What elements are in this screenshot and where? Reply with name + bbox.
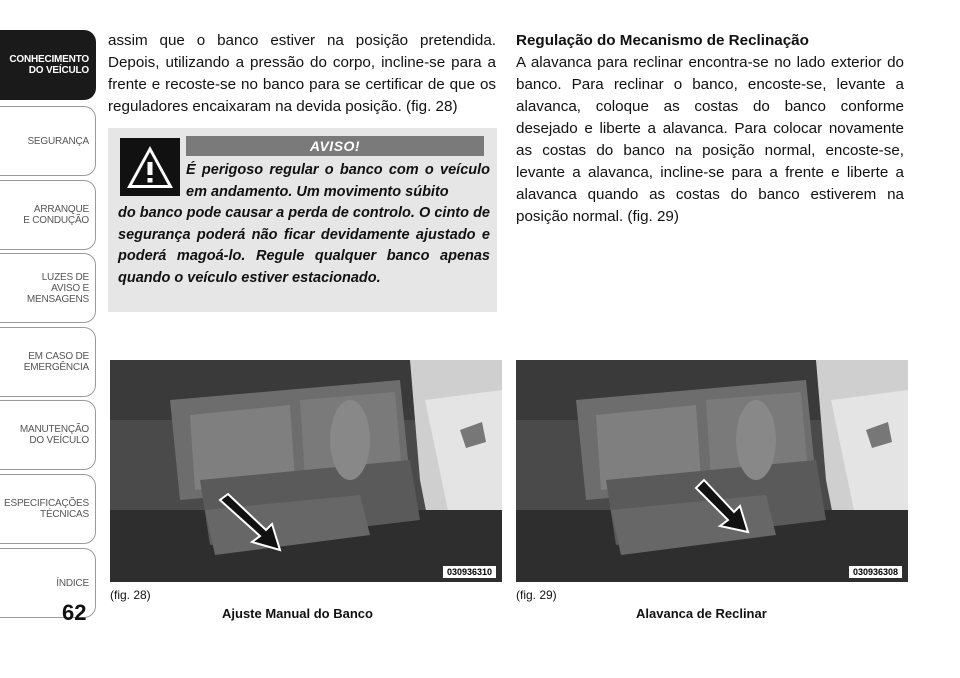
tab-especificacoes-tecnicas[interactable] — [0, 474, 96, 544]
tab-em-caso-de-emergencia[interactable] — [0, 327, 96, 397]
page-number: 62 — [62, 600, 87, 625]
figure-code: 030936308 — [849, 566, 902, 578]
tab-label: SEGURANÇA — [27, 135, 89, 147]
warning-text — [118, 160, 490, 289]
tab-manutencao-do-veiculo[interactable] — [0, 400, 96, 470]
tab-seguranca[interactable] — [0, 106, 96, 176]
warning-title: AVISO! — [186, 136, 484, 156]
tab-label: CONHECIMENTO DO VEÍCULO — [9, 54, 89, 76]
seat-photo-29 — [516, 360, 908, 582]
figure-code: 030936310 — [443, 566, 496, 578]
tab-label: ESPECIFICAÇÕES TÉCNICAS — [4, 498, 89, 520]
right-column — [516, 30, 904, 228]
seat-photo-28 — [110, 360, 502, 582]
figure-28-title: Ajuste Manual do Banco — [222, 606, 373, 621]
figure-29-title: Alavanca de Reclinar — [636, 606, 767, 621]
tab-label: EM CASO DE EMERGÊNCIA — [23, 351, 89, 373]
figure-28-photo — [110, 360, 502, 582]
left-column — [108, 30, 496, 118]
warning-text-lead: É perigoso regular o banco com o veículo em andamento. Um movimento súbito — [186, 162, 490, 200]
tab-label: LUZES DE AVISO E MENSAGENS — [26, 271, 89, 305]
tab-label: ARRANQUE E CONDUÇÃO — [23, 204, 89, 226]
figure-29-photo — [516, 360, 908, 582]
warning-text-rest: do banco pode causar a perda de controlo. O cinto de segurança poderá não ficar devidamente ajustado e poderá magoá-lo. Regule qualquer banco apenas quando o veículo estiver estacionado. — [118, 205, 490, 286]
tab-label: MANUTENÇÃO DO VEÍCULO — [19, 424, 89, 446]
figure-29-number: (fig. 29) — [516, 588, 557, 602]
tab-arranque-e-conducao[interactable] — [0, 180, 96, 250]
body-paragraph: A alavanca para reclinar encontra-se no lado exterior do banco. Para reclinar o banco, encoste-se, levante a alavanca, coloque as costas do banco conforme desejado e liberte a alavanca. Para colocar novamente as costas do banco na posição normal, encoste-se, levante a alavanca, incline-se para a frente e liberte a alavanca quando as costas do banco estiverem na posição normal. (fig. 29) — [516, 54, 904, 225]
figure-28-number: (fig. 28) — [110, 588, 151, 602]
tab-conhecimento-do-veiculo[interactable] — [0, 30, 96, 100]
section-heading: Regulação do Mecanismo de Reclinação — [516, 32, 809, 49]
tab-luzes-de-aviso[interactable] — [0, 253, 96, 323]
tab-label: ÍNDICE — [56, 577, 89, 589]
body-paragraph: assim que o banco estiver na posição pretendida. Depois, utilizando a pressão do corpo, incline-se para a frente e recoste-se no banco para se certificar de que os reguladores encaixaram na devida posição. (fig. 28) — [108, 32, 496, 115]
chapter-tabs — [0, 0, 98, 640]
warning-box — [108, 128, 497, 312]
